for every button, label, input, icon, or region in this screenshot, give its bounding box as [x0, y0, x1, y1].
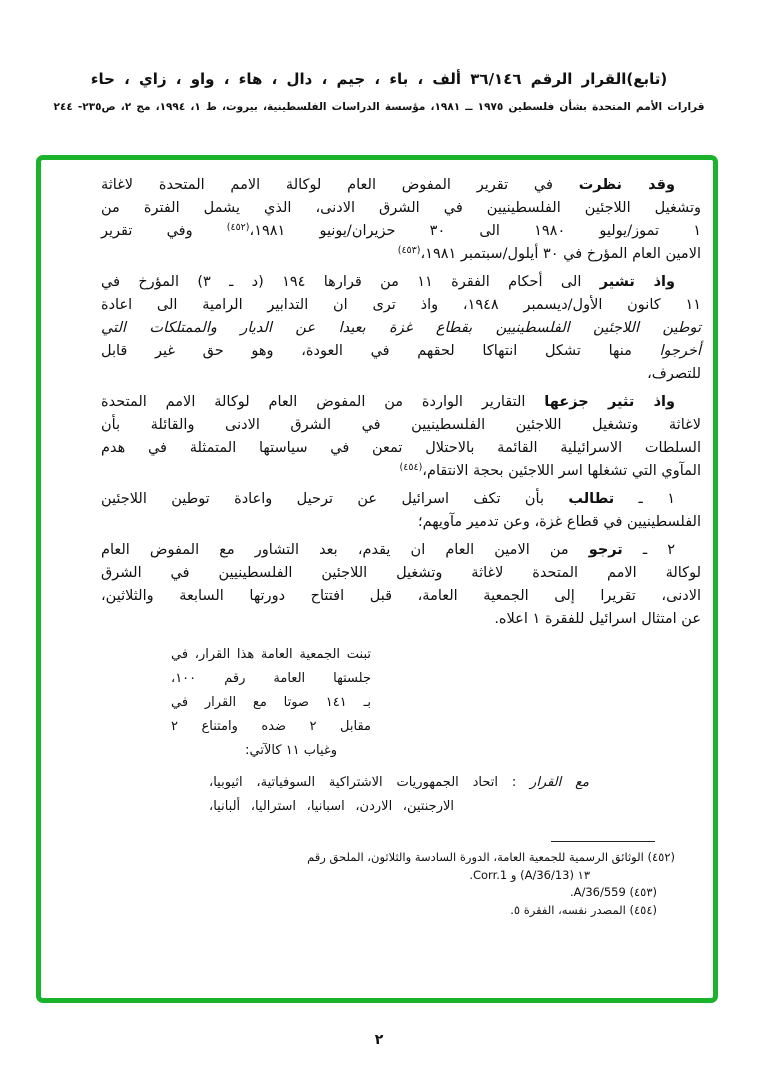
preamble-paragraph-3	[101, 391, 701, 483]
footnotes	[101, 849, 675, 919]
resolution-box	[36, 155, 718, 1003]
text-line	[101, 460, 701, 483]
text-line	[171, 715, 371, 739]
text-line	[101, 317, 701, 340]
footnote-ref: (٤٥٣)	[397, 245, 421, 256]
text-run: بـ ١٤١ صوتا مع القرار في	[171, 695, 372, 710]
text-run: الى أحكام الفقرة ١١ من قرارها ١٩٤ (د ـ ٣) المؤرخ في	[101, 274, 600, 290]
footnote-line	[101, 884, 657, 902]
vote-for-list	[209, 771, 589, 819]
text-run: التقارير الواردة من المفوض العام لوكالة الامم المتحدة	[101, 394, 545, 410]
text-run: وقد نظرت	[578, 177, 676, 193]
text-run: وغياب ١١ كالآتي:	[245, 743, 337, 758]
text-line	[171, 739, 371, 763]
text-run: منها تشكل انتهاكا لحقهم في العودة، وهو حق غير قابل	[101, 343, 660, 359]
text-run: عن امتثال اسرائيل للفقرة ١ اعلاه.	[494, 611, 701, 627]
text-run: الارجنتين، الاردن، اسبانيا، استراليا، ألبانيا،	[209, 799, 454, 814]
text-run: تبنت الجمعية العامة هذا القرار، في	[171, 647, 371, 662]
operative-paragraph-1	[101, 488, 701, 534]
text-line	[101, 363, 701, 386]
text-line	[101, 562, 701, 585]
text-line	[101, 340, 701, 363]
text-run: (٤٥٣) A/36/559.	[569, 885, 657, 899]
text-run: لاغاثة وتشغيل اللاجئين الفلسطينيين في الشرق الادنى والقائلة بأن	[101, 417, 701, 433]
text-run: اتحاد الجمهوريات الاشتراكية السوفياتية، اثيوبيا،	[209, 775, 498, 790]
text-run: المآوي التي تشغلها اسر اللاجئين بحجة الانتقام،	[422, 463, 701, 479]
text-run: جلستها العامة رقم ١٠٠،	[171, 671, 371, 686]
text-run: مقابل ٢ ضده وامتناع ٢	[171, 719, 371, 734]
text-line	[171, 643, 371, 667]
text-line	[101, 294, 701, 317]
footnote-separator	[551, 841, 655, 842]
text-run: ١ ـ	[614, 491, 675, 507]
vote-summary	[171, 643, 371, 763]
text-line	[101, 174, 701, 197]
text-run: ترجو	[588, 542, 623, 558]
text-line	[101, 488, 701, 511]
text-run: ٢ ـ	[622, 542, 676, 558]
footnote-ref: (٤٥٤)	[399, 462, 423, 473]
text-line	[101, 243, 701, 266]
text-line	[101, 197, 701, 220]
text-line	[101, 585, 701, 608]
text-run: الفلسطينيين في قطاع غزة، وعن تدمير مآويهم؛	[417, 514, 701, 530]
text-run: في تقرير المفوض العام لوكالة الامم المتحدة لاغاثة	[101, 177, 579, 193]
text-line	[101, 414, 701, 437]
text-run: وفي تقرير	[101, 223, 227, 239]
text-run: واذ تشير	[599, 274, 675, 290]
text-line	[209, 771, 589, 795]
text-line	[101, 220, 701, 243]
footnote-line	[101, 867, 590, 885]
text-run: الادنى، تقريرا إلى الجمعية العامة، قبل افتتاح دورتها السابعة والثلاثين،	[101, 588, 701, 604]
text-run: توطين اللاجئين الفلسطينيين بقطاع غزة بعيدا عن الديار والممتلكات التي	[101, 320, 701, 336]
text-run: مع القرار	[530, 775, 589, 790]
text-run: ١٣ (A/36/13) و Corr.1.	[469, 867, 590, 882]
preamble-paragraph-2	[101, 271, 701, 386]
text-line	[101, 539, 701, 562]
text-run: من الامين العام ان يقدم، بعد التشاور مع المفوض العام	[101, 542, 589, 558]
text-run: تطالب	[568, 491, 615, 507]
footnote-separator-block	[101, 841, 655, 842]
text-line	[171, 667, 371, 691]
preamble-paragraph-1	[101, 174, 701, 266]
text-line	[101, 511, 701, 534]
operative-paragraph-2	[101, 539, 701, 631]
text-run: بأن تكف اسرائيل عن ترحيل واعادة توطين اللاجئين	[101, 491, 569, 507]
resolution-box-content	[41, 160, 713, 998]
footnote-line	[101, 849, 675, 867]
text-run: وتشغيل اللاجئين الفلسطينيين في الشرق الادنى، الذي يشمل الفترة من	[101, 200, 701, 216]
text-line	[101, 437, 701, 460]
text-line	[101, 391, 701, 414]
text-run: ١ تموز/يوليو ١٩٨٠ الى ٣٠ حزيران/يونيو ١٩٨١،	[249, 223, 701, 239]
footnote-line	[101, 902, 657, 920]
text-line	[101, 608, 701, 631]
footnote-ref: (٤٥٢)	[226, 222, 250, 233]
source-citation: قرارات الأمم المتحدة بشأن فلسطين ١٩٧٥ ــ ١٩٨١، مؤسسة الدراسات الفلسطينية، بيروت، ط ١، ١٩٩٤، مج ٢، ص٢٣٥- ٢٤٤	[53, 101, 705, 113]
page-title: (تابع)القرار الرقم ٣٦/١٤٦ ألف ، باء ، جيم ، دال ، هاء ، واو ، زاي ، حاء	[90, 70, 668, 88]
text-run: ١١ كانون الأول/ديسمبر ١٩٤٨، واذ ترى ان التدابير الرامية الى اعادة	[101, 297, 702, 313]
page-number: ٢	[374, 1032, 384, 1048]
text-line	[171, 691, 371, 715]
text-run: (٤٥٤) المصدر نفسه، الفقرة ٥.	[510, 902, 657, 917]
text-line	[209, 795, 454, 819]
text-run: (٤٥٢) الوثائق الرسمية للجمعية العامة، الدورة السادسة والثلاثون، الملحق رقم	[307, 850, 675, 864]
text-run: أخرجوا	[659, 343, 701, 359]
text-run: واذ تثير جزعها	[544, 394, 676, 410]
text-run: السلطات الاسرائيلية القائمة بالاحتلال تمعن في سياستها المتمثلة في هدم	[101, 440, 701, 456]
text-run: للتصرف،	[647, 366, 701, 382]
text-run: الامين العام المؤرخ في ٣٠ أيلول/سبتمبر ١٩٨١،	[420, 246, 701, 262]
text-line	[101, 271, 701, 294]
text-run: :	[497, 775, 531, 790]
text-run: لوكالة الامم المتحدة لاغاثة وتشغيل اللاجئين الفلسطينيين في الشرق	[101, 565, 701, 581]
